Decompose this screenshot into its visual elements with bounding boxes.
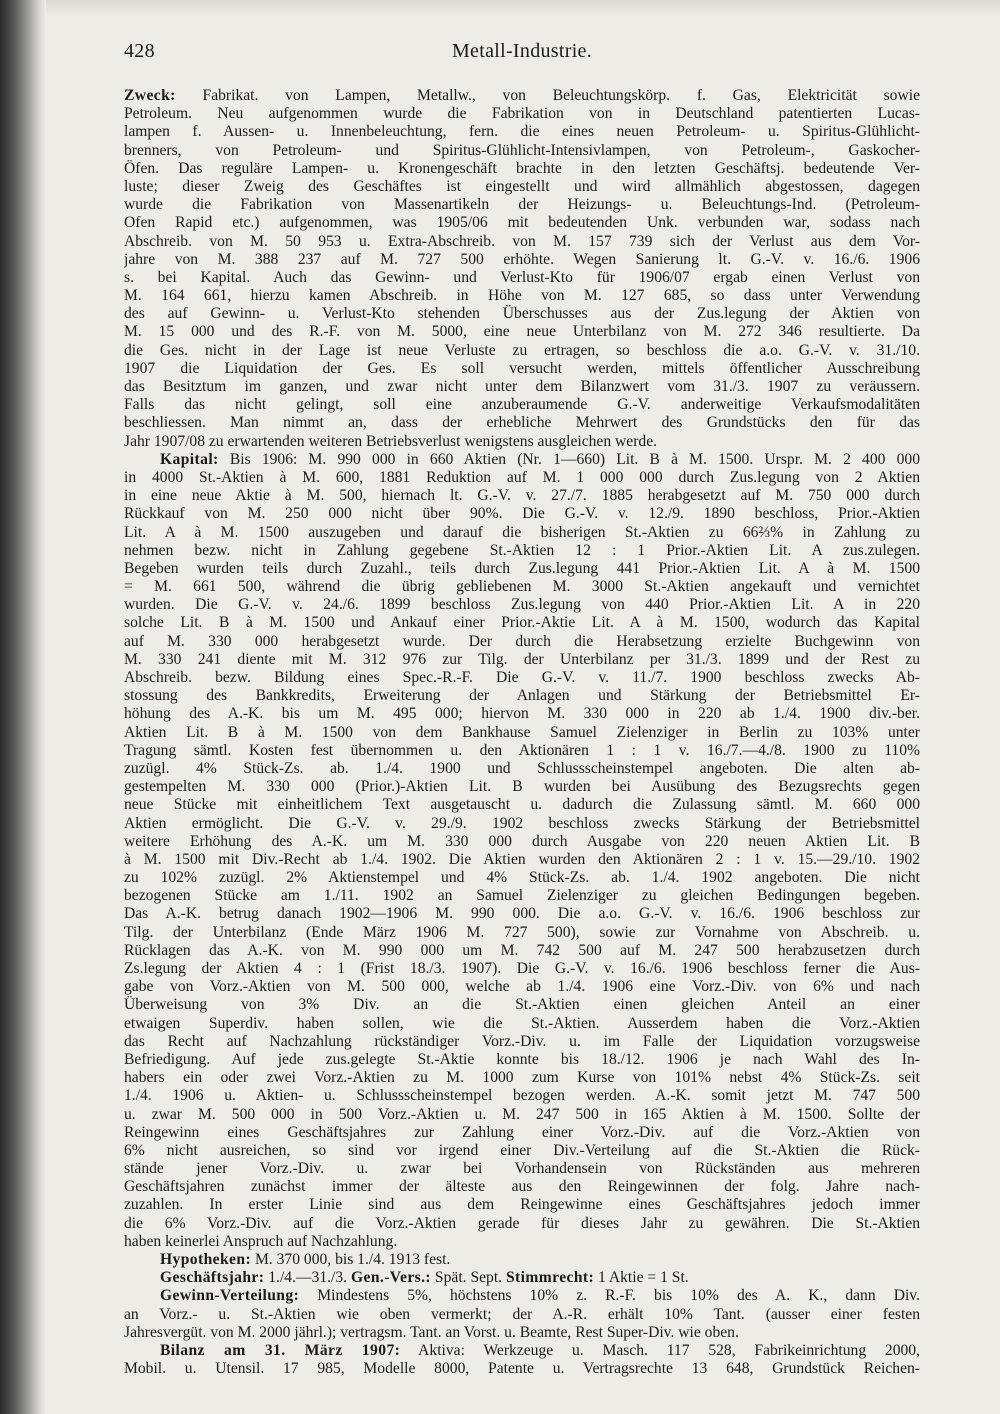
- text-segment: stossung des Bankkredits, Erweiterung der Anlagen und Stärkung der Betriebsmittel Er-: [124, 687, 920, 705]
- text-line: [124, 724, 920, 742]
- text-line: [124, 1196, 920, 1214]
- text-line: [124, 1087, 920, 1105]
- text-line: [124, 760, 920, 778]
- text-segment: u. zwar M. 500 000 in 500 Vorz.-Aktien u. M. 247 500 in 165 Aktien à M. 1500. Sollte der: [124, 1105, 920, 1123]
- text-segment: à M. 1500 mit Div.-Recht ab 1./4. 1902. Die Aktien wurden den Aktionären 2 : 1 v. 15.—29./10. 1902: [124, 850, 920, 868]
- text-line: [124, 1306, 920, 1324]
- text-line: [124, 160, 920, 178]
- body-text: [124, 87, 920, 1378]
- text-line: [124, 323, 920, 341]
- text-segment: lampen f. Aussen- u. Innenbeleuchtung, fern. die eines neuen Petroleum- u. Spiritus-Glühlicht-: [124, 123, 920, 141]
- text-line: [124, 905, 920, 923]
- text-line: [124, 342, 920, 360]
- text-line: [124, 269, 920, 287]
- text-segment: 1./4.—31./3.: [264, 1269, 351, 1287]
- text-line: [124, 614, 920, 632]
- text-line: [124, 796, 920, 814]
- text-line: [124, 742, 920, 760]
- text-line: [124, 978, 920, 996]
- text-line: [124, 1360, 920, 1378]
- text-line: [124, 142, 920, 160]
- text-segment: Falls das nicht gelingt, soll eine anzuberaumende G.-V. anderweitige Verkaufsmodalitäten: [124, 396, 920, 414]
- running-title: Metall-Industrie.: [451, 40, 593, 62]
- text-line: [124, 505, 920, 523]
- text-line: [124, 578, 920, 596]
- text-line: [124, 123, 920, 141]
- text-segment: M. 15 000 und des R.-F. von M. 5000, eine neue Unterbilanz von M. 272 346 resultierte. Da: [124, 323, 920, 341]
- text-line: [124, 251, 920, 269]
- text-line: [124, 1287, 920, 1305]
- text-line: [124, 178, 920, 196]
- text-line: [124, 105, 920, 123]
- text-segment: Öfen. Das reguläre Lampen- u. Kronengeschäft brachte in den letzten Geschäftsj. bedeutende Ver-: [124, 159, 920, 177]
- text-line: [124, 960, 920, 978]
- text-segment: Geschäftsjahren zunächst immer der älteste aus den Reingewinnen der folg. Jahre nach-: [124, 1178, 920, 1196]
- text-line: [124, 433, 920, 451]
- text-segment: stände jener Vorz.-Div. u. zwar bei Vorhandensein von Rückständen aus mehreren: [124, 1160, 920, 1178]
- text-segment: zu 102% zuzügl. 2% Aktienstempel und 4% Stück-Zs. ab. 1./4. 1902 angeboten. Die nicht: [124, 869, 920, 887]
- text-line: [124, 1251, 920, 1269]
- text-segment: Fabrikat. von Lampen, Metallw., von Beleuchtungskörp. f. Gas, Elektricität sowie: [175, 87, 920, 104]
- text-segment: Jahr 1907/08 zu erwartenden weiteren Betriebsverlust wenigstens ausgleichen werde.: [124, 432, 658, 450]
- text-segment: M. 164 661, hierzu kamen Abschreib. in Höhe von M. 127 685, so dass unter Verwendung: [124, 287, 920, 305]
- text-segment: 1 Aktie = 1 St.: [594, 1269, 689, 1287]
- text-line: [124, 1269, 920, 1287]
- text-segment: Aktien Lit. B à M. 1500 von dem Bankhause Samuel Zielenziger in Berlin zu 103% unter: [124, 723, 920, 741]
- text-segment: weitere Erhöhung des A.-K. um M. 330 000 durch Ausgabe von 220 neuen Aktien Lit. B: [124, 832, 920, 850]
- text-line: [124, 815, 920, 833]
- text-line: [124, 596, 920, 614]
- text-segment: Aktiva: Werkzeuge u. Masch. 117 528, Fabrikeinrichtung 2000,: [400, 1341, 920, 1359]
- text-line: [124, 996, 920, 1014]
- text-segment: jahre von M. 388 237 auf M. 727 500 erhöhte. Wegen Sanierung lt. G.-V. v. 16./6. 1906: [124, 250, 920, 268]
- text-line: [124, 560, 920, 578]
- text-line: [124, 887, 920, 905]
- text-segment: 6% nicht ausreichen, so sind vor irgend einer Div.-Verteilung auf die St.-Aktien die Rück-: [124, 1141, 920, 1159]
- text-segment: beschliessen. Man nimmt an, dass der erhebliche Mehrwert des Grundstücks den für das: [124, 414, 920, 432]
- text-segment: in eine neue Aktie à M. 500, hiernach lt. G.-V. v. 27./7. 1885 herabgesetzt auf M. 750 000 durch: [124, 487, 920, 505]
- text-segment: Rücklagen das A.-K. von M. 990 000 um M. 742 500 auf M. 247 500 herabzusetzen durch: [124, 941, 920, 959]
- text-segment: solche Lit. B à M. 1500 und Ankauf einer Prior.-Aktie Lit. A à M. 1500, wodurch das Kapital: [124, 614, 920, 632]
- text-line: [124, 305, 920, 323]
- text-line: [124, 1342, 920, 1360]
- text-line: [124, 1124, 920, 1142]
- text-line: [124, 524, 920, 542]
- text-segment: an Vorz.- u. St.-Aktien wie oben vermerkt; der A.-R. erhält 10% Tant. (ausser einer festen: [124, 1305, 920, 1323]
- text-segment: Begeben wurden teils durch Zuzahl., teils durch Zus.legung 441 Prior.-Aktien Lit. A à M. 1500: [124, 559, 920, 577]
- text-segment: = M. 661 500, während die übrig gebliebenen M. 3000 St.-Aktien angekauft und vernichtet: [124, 578, 920, 596]
- text-segment: neue Stücke mit einheitlichem Text ausgetauscht u. dadurch die Zulassung sämtl. M. 660 000: [124, 796, 920, 814]
- text-segment: zuzahlen. In erster Linie sind aus dem Reingewinne eines Geschäftsjahres jedoch immer: [124, 1196, 920, 1214]
- section-keyword: Hypotheken:: [160, 1251, 252, 1268]
- text-line: [124, 87, 920, 105]
- text-segment: 1./4. 1906 u. Aktien- u. Schlussscheinstempel bezogen werden. A.-K. somit jetzt M. 747 500: [124, 1087, 920, 1105]
- text-segment: Abschreib. bezw. Bildung eines Spec.-R.-F. Die G.-V. v. 11./7. 1900 beschloss zwecks Ab-: [124, 669, 920, 686]
- text-segment: Rückkauf von M. 250 000 nicht über 90%. Die G.-V. v. 12./9. 1890 beschloss, Prior.-Aktien: [124, 505, 920, 523]
- page-edge: [46, 0, 1000, 18]
- text-segment: Bis 1906: M. 990 000 in 660 Aktien (Nr. 1—660) Lit. B à M. 1500. Urspr. M. 2 400 000: [218, 450, 920, 468]
- page-header: [124, 40, 920, 70]
- text-line: [124, 924, 920, 942]
- text-segment: Aktien ermöglicht. Die G.-V. v. 29./9. 1902 beschloss zwecks Stärkung der Betriebsmittel: [124, 814, 920, 832]
- book-spine-shadow: [0, 0, 46, 1414]
- text-line: [124, 487, 920, 505]
- text-segment: Tilg. der Unterbilanz (Ende März 1906 M. 727 500), sowie zur Vornahme von Abschreib. u.: [124, 923, 920, 941]
- text-segment: die Ges. nicht in der Lage ist neue Verluste zu ertragen, so beschloss die a.o. G.-V. v. 31./10.: [124, 341, 920, 359]
- text-line: [124, 687, 920, 705]
- text-segment: zuzügl. 4% Stück-Zs. ab. 1./4. 1900 und Schlussscheinstempel angeboten. Die alten ab-: [124, 759, 920, 777]
- text-line: [124, 1033, 920, 1051]
- text-segment: gestempelten M. 330 000 (Prior.)-Aktien Lit. B wurden bei Ausübung des Bezugsrechts gegen: [124, 778, 920, 796]
- text-segment: Tragung sämtl. Kosten fest übernommen u. den Aktionären 1 : 1 v. 16./7.—4./8. 1900 zu 110%: [124, 741, 920, 759]
- text-segment: in 4000 St.-Aktien à M. 600, 1881 Reduktion auf M. 1 000 000 durch Zus.legung von 2 Aktien: [124, 468, 920, 486]
- text-segment: gabe von Vorz.-Aktien von M. 500 000, welche ab 1./4. 1906 eine Vorz.-Div. von 6% und nach: [124, 978, 920, 996]
- text-segment: das Recht auf Nachzahlung rückständiger Vorz.-Div. u. im Falle der Liquidation vorzugsweise: [124, 1032, 920, 1050]
- page-number: 428: [124, 40, 155, 62]
- text-line: [124, 451, 920, 469]
- text-line: [124, 651, 920, 669]
- section-keyword: Zweck:: [124, 87, 176, 104]
- text-segment: bezogenen Stücke am 1./11. 1902 an Samuel Zielenziger zu gleichen Bedingungen begeben.: [124, 887, 920, 905]
- text-segment: 1907 die Liquidation der Ges. Es soll versucht werden, mittels öffentlicher Ausschreibung: [124, 359, 920, 377]
- text-segment: Das A.-K. betrug danach 1902—1906 M. 990 000. Die a.o. G.-V. v. 16./6. 1906 beschloss zur: [124, 905, 920, 923]
- text-line: [124, 833, 920, 851]
- text-line: [124, 851, 920, 869]
- text-line: [124, 1160, 920, 1178]
- text-segment: habers ein oder zwei Vorz.-Aktien zu M. 1000 zum Kurse von 101% nebst 4% Stück-Zs. seit: [124, 1069, 920, 1087]
- text-segment: etwaigen Superdiv. haben sollen, wie die St.-Aktien. Ausserdem haben die Vorz.-Aktien: [124, 1014, 920, 1032]
- text-line: [124, 1142, 920, 1160]
- text-segment: Abschreib. von M. 50 953 u. Extra-Abschreib. von M. 157 739 sich der Verlust aus dem Vor-: [124, 232, 920, 250]
- text-segment: Befriedigung. Auf jede zus.gelegte St.-Aktie konnte bis 18./12. 1906 je nach Wahl des In-: [124, 1050, 920, 1068]
- text-line: [124, 869, 920, 887]
- text-line: [124, 1215, 920, 1233]
- section-keyword: Stimmrecht:: [505, 1269, 595, 1287]
- text-line: [124, 287, 920, 305]
- text-line: [124, 233, 920, 251]
- text-line: [124, 542, 920, 560]
- text-segment: Ofen Rapid etc.) aufgenommen, was 1905/06 mit bedeutenden Unk. verbunden war, sodass nach: [124, 214, 920, 232]
- text-segment: Mobil. u. Utensil. 17 985, Modelle 8000, Patente u. Vertragsrechte 13 648, Grundstück Reichen-: [124, 1360, 920, 1378]
- text-segment: Jahresvergüt. von M. 2000 jährl.); vertragsm. Tant. an Vorst. u. Beamte, Rest Super-Div. wie oben.: [124, 1323, 739, 1341]
- text-segment: Überweisung von 3% Div. an die St.-Aktien einen gleichen Anteil an einer: [124, 996, 920, 1014]
- text-line: [124, 414, 920, 432]
- text-line: [124, 469, 920, 487]
- text-line: [124, 1106, 920, 1124]
- section-keyword: Gen.-Vers.:: [350, 1269, 432, 1287]
- text-line: [124, 633, 920, 651]
- text-segment: luste; dieser Zweig des Geschäftes ist eingestellt und wird allmählich abgestossen, dagegen: [124, 177, 920, 195]
- text-line: [124, 1051, 920, 1069]
- text-segment: haben keinerlei Anspruch auf Nachzahlung.: [124, 1232, 398, 1250]
- text-line: [124, 778, 920, 796]
- text-line: [124, 669, 920, 687]
- text-segment: Mindestens 5%, höchstens 10% z. R.-F. bis 10% des A. K., dann Div.: [299, 1287, 920, 1305]
- text-line: [124, 1069, 920, 1087]
- text-segment: des auf Gewinn- u. Verlust-Kto stehenden Überschusses aus der Zus.legung der Aktien von: [124, 305, 920, 323]
- text-line: [124, 1178, 920, 1196]
- text-segment: nehmen bezw. nicht in Zahlung gegebene St.-Aktien 12 : 1 Prior.-Aktien Lit. A zus.zulegen.: [124, 541, 920, 559]
- text-line: [124, 396, 920, 414]
- section-keyword: Bilanz am 31. März 1907:: [160, 1341, 401, 1359]
- text-line: [124, 1233, 920, 1251]
- text-segment: M. 370 000, bis 1./4. 1913 fest.: [251, 1251, 451, 1268]
- text-segment: Lit. A à M. 1500 auszugeben und darauf die bisherigen St.-Aktien zu 66⅔% in Zahlung zu: [124, 523, 920, 541]
- text-segment: Reingewinn eines Geschäftsjahres zur Zahlung einer Vorz.-Div. auf die Vorz.-Aktien von: [124, 1123, 920, 1141]
- text-segment: wurden. Die G.-V. v. 24./6. 1899 beschloss Zus.legung von 440 Prior.-Aktien Lit. A in 220: [124, 596, 920, 614]
- text-segment: brenners, von Petroleum- und Spiritus-Glühlicht-Intensivlampen, von Petroleum-, Gaskocher-: [124, 141, 920, 159]
- text-segment: Petroleum. Neu aufgenommen wurde die Fabrikation von in Deutschland patentierten Lucas-: [124, 105, 920, 123]
- text-segment: auf M. 330 000 herabgesetzt wurde. Der durch die Herabsetzung erzielte Buchgewinn von: [124, 632, 920, 650]
- text-segment: M. 330 241 diente mit M. 312 976 zur Tilg. der Unterbilanz per 31./3. 1899 und der Rest zu: [124, 650, 920, 668]
- text-segment: das Besitztum im ganzen, und zwar nicht unter dem Bilanzwert vom 31./3. 1907 zu veräussern.: [124, 378, 920, 395]
- text-segment: wurde die Fabrikation von Massenartikeln der Heizungs- u. Beleuchtungs-Ind. (Petroleum-: [124, 196, 920, 214]
- text-line: [124, 1324, 920, 1342]
- text-segment: die 6% Vorz.-Div. auf die Vorz.-Aktien gerade für dieses Jahr zu gewähren. Die St.-Aktien: [124, 1214, 920, 1232]
- text-line: [124, 196, 920, 214]
- section-keyword: Kapital:: [160, 450, 219, 468]
- text-line: [124, 360, 920, 378]
- section-keyword: Gewinn-Verteilung:: [160, 1287, 300, 1305]
- text-line: [124, 214, 920, 232]
- text-segment: s. bei Kapital. Auch das Gewinn- und Verlust-Kto für 1906/07 ergab einen Verlust von: [124, 268, 920, 286]
- text-segment: höhung des A.-K. bis um M. 495 000; hiervon M. 330 000 in 220 ab 1./4. 1900 div.-ber.: [124, 705, 920, 723]
- text-segment: Zs.legung der Aktien 4 : 1 (Frist 18./3. 1907). Die G.-V. v. 16./6. 1906 beschloss ferner die Aus-: [124, 960, 920, 977]
- text-segment: Spät. Sept.: [431, 1269, 506, 1287]
- text-line: [124, 942, 920, 960]
- text-line: [124, 705, 920, 723]
- section-keyword: Geschäftsjahr:: [160, 1269, 265, 1287]
- text-line: [124, 378, 920, 396]
- text-line: [124, 1015, 920, 1033]
